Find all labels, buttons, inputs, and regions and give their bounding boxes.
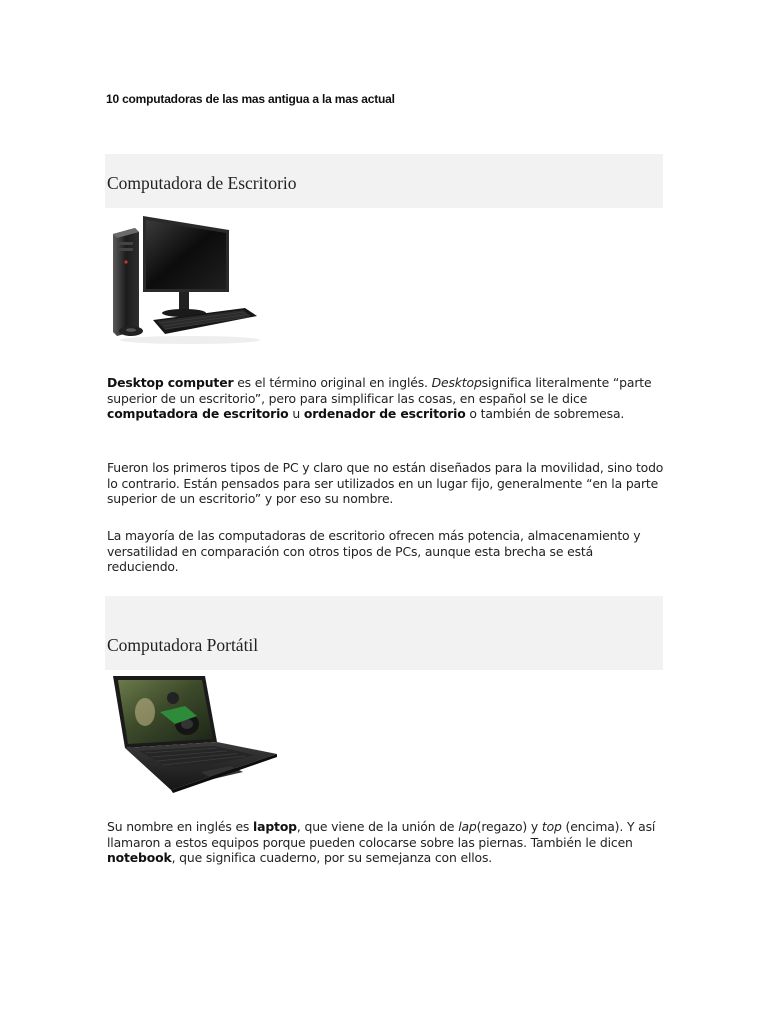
paragraph-desktop-power: La mayoría de las computadoras de escritorio ofrecen más potencia, almacenamiento y versatilidad en comparación con otros tipos de PCs, aunque esta brecha se está reduciendo. xyxy=(107,528,641,574)
text-run: o también de sobremesa. xyxy=(465,406,625,421)
paragraph-desktop-definition xyxy=(107,375,667,422)
paragraph-desktop-history: Fueron los primeros tipos de PC y claro que no están diseñados para la movilidad, sino todo lo contrario. Están pensados para ser utilizados en un lugar fijo, generalmente “en la parte superior de un escritorio” y por eso su nombre. xyxy=(107,460,664,506)
page-title: 10 computadoras de las mas antigua a la mas actual xyxy=(106,92,395,106)
text-run: , que significa cuaderno, por su semejanza con ellos. xyxy=(171,850,493,865)
term-computadora-de-escritorio: computadora de escritorio xyxy=(107,406,289,421)
text-run: es el término original en inglés. xyxy=(233,375,432,390)
text-run: Su nombre en inglés es xyxy=(107,819,254,834)
section-heading-text: Computadora de Escritorio xyxy=(107,173,297,193)
term-laptop: laptop xyxy=(253,819,297,834)
laptop-computer-image xyxy=(105,672,280,797)
term-notebook: notebook xyxy=(107,850,172,865)
section-heading-laptop xyxy=(105,596,663,670)
term-ordenador-de-escritorio: ordenador de escritorio xyxy=(303,406,466,421)
term-desktop: Desktop xyxy=(431,375,482,390)
term-lap: lap xyxy=(458,819,477,834)
text-run: (regazo) y xyxy=(476,819,542,834)
section-heading-text: Computadora Portátil xyxy=(107,635,259,655)
term-desktop-computer: Desktop computer xyxy=(107,375,234,390)
text-run: , que viene de la unión de xyxy=(296,819,459,834)
text-run: significa literalmente “parte superior de un escritorio”, pero para simplificar las cosas, en español se le dice xyxy=(107,375,652,406)
text-run: u xyxy=(288,406,304,421)
section-heading-desktop xyxy=(105,154,663,208)
desktop-computer-image xyxy=(105,212,265,347)
text-run: (encima). Y así llamaron a estos equipos porque pueden colocarse sobre las piernas. También le dicen xyxy=(107,819,656,850)
paragraph-laptop-definition xyxy=(107,819,667,866)
term-top: top xyxy=(541,819,562,834)
